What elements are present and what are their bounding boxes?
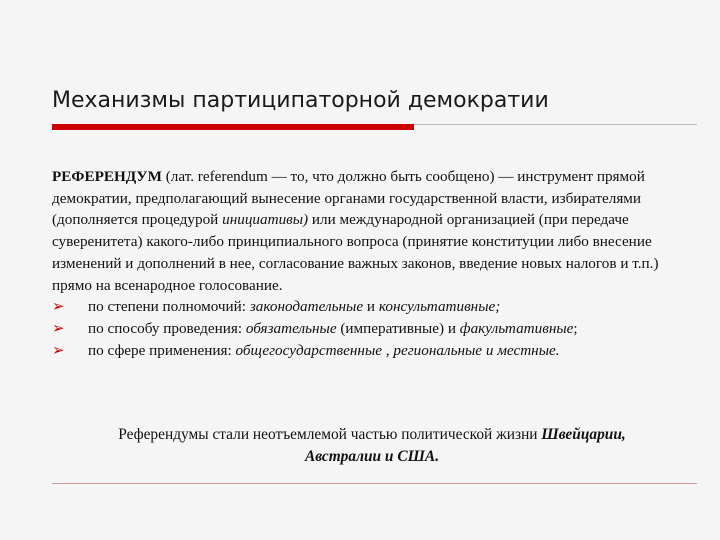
arrow-bullet-icon: ➢ xyxy=(52,340,65,359)
bullet-italic-2: консультативные; xyxy=(378,298,501,316)
slide-body xyxy=(52,166,692,361)
bullet-mid: и xyxy=(363,298,379,316)
bullet-suffix: ; xyxy=(573,319,578,337)
title-accent-bar xyxy=(52,124,414,130)
bullet-prefix: по способу проведения: xyxy=(88,319,246,337)
bullet-mid: (императивные) и xyxy=(336,319,460,337)
bullet-italic-2: региональные и местные. xyxy=(393,341,560,359)
bullet-mid: , xyxy=(381,341,394,359)
referendum-types-list xyxy=(52,296,692,361)
definition-paragraph xyxy=(52,166,692,296)
slide-title: Механизмы партиципаторной демократии xyxy=(52,88,549,113)
definition-text-2: или международной организацией (при передаче суверенитета) какого-либо принципиального вопроса (принятие конституции либо внесение изменений и дополнений в нее, согласование важных законов, введение новых налогов и т.п.) прямо на всенародное голосование. xyxy=(52,211,659,294)
bullet-prefix: по степени полномочий: xyxy=(88,298,250,316)
arrow-bullet-icon: ➢ xyxy=(52,318,65,337)
bullet-prefix: по сфере применения: xyxy=(88,341,236,359)
bottom-divider xyxy=(52,483,697,484)
definition-text-1: (лат. referendum — то, что должно быть сообщено) — инструмент прямой демократии, предполагающий вынесение органами государственной власти, избирателями (дополняется процедурой xyxy=(52,168,645,229)
definition-italic: инициативы) xyxy=(222,211,309,229)
definition-term: РЕФЕРЕНДУМ xyxy=(52,168,162,185)
bullet-italic-1: законодательные xyxy=(249,298,364,316)
list-item xyxy=(52,340,692,362)
closing-country-1: Швейцарии, xyxy=(541,426,626,443)
bullet-italic-1: общегосударственные xyxy=(235,341,382,359)
arrow-bullet-icon: ➢ xyxy=(52,297,65,316)
list-item xyxy=(52,296,692,318)
list-item xyxy=(52,318,692,340)
closing-text: Референдумы стали неотъемлемой частью политической жизни xyxy=(118,426,542,443)
bullet-italic-2: факультативные xyxy=(459,319,574,337)
closing-country-2: Австралии и США. xyxy=(304,447,440,465)
closing-paragraph xyxy=(52,424,692,467)
bullet-italic-1: обязательные xyxy=(245,319,337,337)
